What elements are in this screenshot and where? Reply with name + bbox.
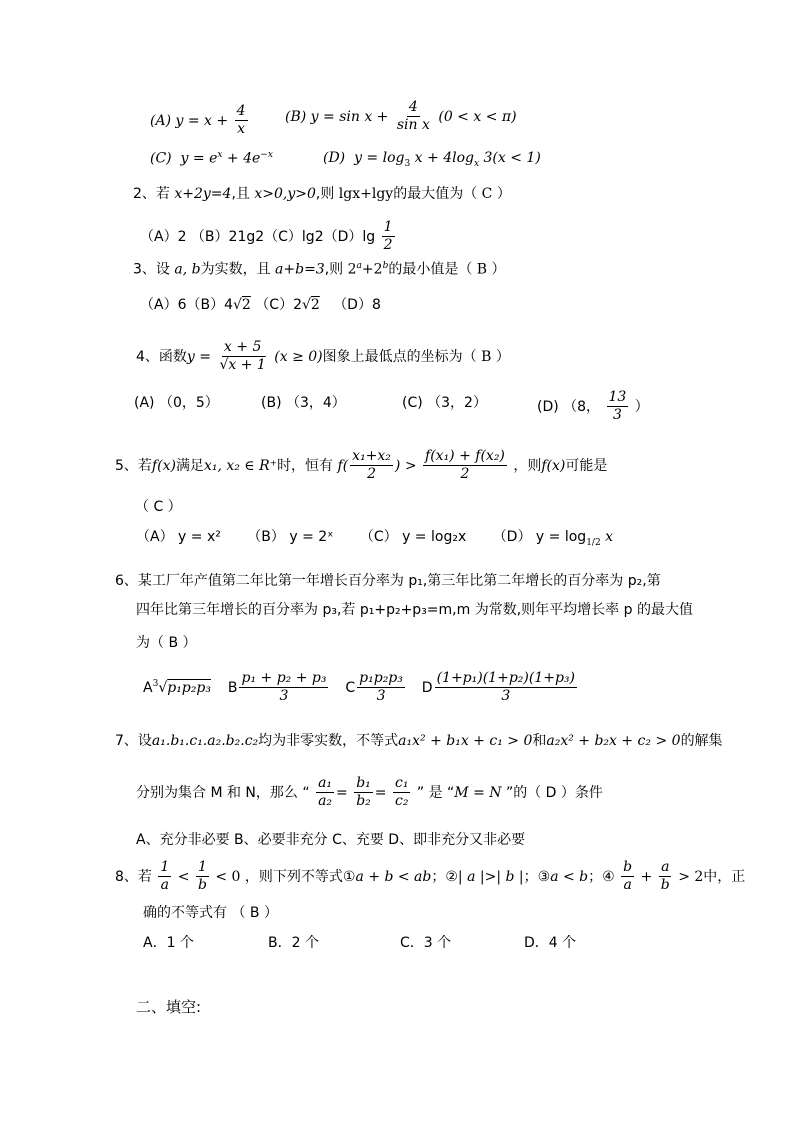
section-heading: 二、填空: [136, 998, 202, 1016]
q8-option-c: C．3 个 [400, 935, 452, 951]
q6-line3: 为（ B ） [136, 635, 197, 651]
q3-options: （A）6（B）4√2 （C）2√2 （D）8 [140, 297, 381, 313]
q5-options: （A） y = x² （B） y = 2ˣ （C） y = log₂x （D） $y = \log_{1/2} x$ [136, 529, 614, 548]
q1-option-c: (C) $y = e^x + 4e^{-x}$ [150, 150, 273, 167]
q7-line1: 7、设a₁.b₁.c₁.a₂.b₂.c₂均为非零实数，不等式a₁x² + b₁x + c₁ > 0和a₂x² + b₂x + c₂ > 0的解集 [115, 733, 723, 749]
q3-stem: 3、设 a, b为实数，且 a+b=3,则 $2^a+2^b$的最小值是（ B ） [133, 261, 506, 278]
q3-answer: B [476, 261, 488, 278]
q1-option-b: (B) y = sin x + $\frac{4}{\text{sin x}}$ (0 < x < π) [285, 99, 517, 134]
q5-stem: 5、若f(x)满足x₁, x₂ ∈ R⁺时，恒有 f( $\frac{\text{x₁+x₂}}{2}$ ) > $\frac{\text{f(x₁) + f(x₂)}}{2}$ ，则f(x)可能是 [115, 448, 608, 483]
q4-option-b: (B) （3，4） [261, 395, 346, 411]
q1-option-d: (D) $y = \log_3 x + 4\log_x$ 3(x < 1) [323, 150, 541, 169]
q4-answer: B [481, 348, 492, 365]
q6-options: $A^3√p_1p_2p_3$ B $\frac{\text{p₁ + p₂ + p₃}}{3}$ C $\frac{\text{p₁p₂p₃}}{3}$ D $\frac{\text{(1+p₁)(1+p₂)(1+p₃)}}{3}$ [143, 670, 575, 705]
q4-stem: 4、函数y = $\frac{x + 5}{√x + 1}$ (x ≥ 0)图象上最低点的坐标为（ B ） [136, 339, 510, 374]
q6-line2: 四年比第三年增长的百分率为 p₃,若 p₁+p₂+p₃=m,m 为常数,则年平均增长率 p 的最大值 [136, 602, 693, 618]
q4-option-c: (C) （3，2） [402, 395, 487, 411]
q1-option-a: (A) y = x + $\frac{4}{x}$ [150, 103, 246, 138]
q7-options: A、充分非必要 B、必要非充分 C、充要 D、即非充分又非必要 [136, 832, 526, 848]
q8-option-b: B．2 个 [268, 935, 319, 951]
q5-answer: （ C ） [135, 499, 182, 515]
q7-line2: 分别为集合 M 和 N，那么 “ $\frac{\text{a₁}}{\text{a₂}}$ = $\frac{\text{b₁}}{\text{b₂}}$ = $\frac{\text{c₁}}{\text{c₂}}$ ” 是 “M = N ”的（ D ）条件 [136, 775, 603, 810]
q4-options: (A) （0，5） [134, 395, 219, 411]
q4-option-d: (D) （8， $\frac{13}{3}$ ） [537, 389, 649, 424]
q6-line1: 6、某工厂年产值第二年比第一年增长百分率为 p₁,第三年比第二年增长的百分率为 p₂,第 [115, 573, 661, 589]
q8-stem: 8、若 $\frac{1}{a}$ < $\frac{1}{b}$ < 0 ，则下列不等式①a + b < ab；②| a |>| b |；③a < b；④ $\frac{b}{a}$ + $\frac{a}{b}$ > 2中，正 [115, 859, 746, 894]
q2-stem: 2、若 x+2y=4,且 x>0,y>0,则 lgx+lgy的最大值为（ C ） [133, 186, 511, 202]
q8-line2: 确的不等式有 （ B ） [143, 905, 278, 921]
q2-options: （A）2 （B）21g2（C）lg2（D）lg $\frac{1}{2}$ [140, 219, 393, 254]
q8-option-a: A．1 个 [143, 935, 194, 951]
q2-answer: C [481, 186, 493, 202]
q8-option-d: D．4 个 [524, 935, 577, 951]
